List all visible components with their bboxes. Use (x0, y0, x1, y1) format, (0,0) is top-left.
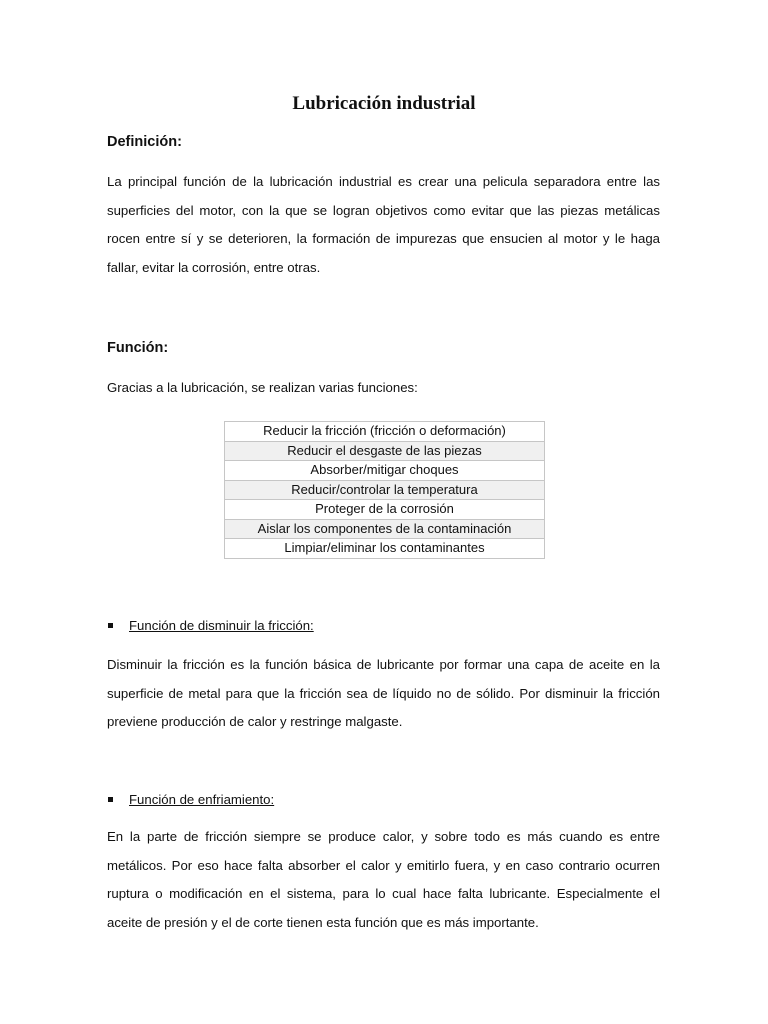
table-cell: Reducir el desgaste de las piezas (225, 441, 545, 461)
bullet-enfriamiento (108, 790, 274, 810)
table-row (225, 519, 545, 539)
bullet-enfriamiento-label: Función de enfriamiento: (129, 792, 275, 807)
table-cell: Reducir la fricción (fricción o deformación) (225, 422, 545, 442)
table-row (225, 441, 545, 461)
bullet-friccion-label: Función de disminuir la fricción: (129, 618, 314, 633)
paragraph-definicion: La principal función de la lubricación industrial es crear una pelicula separadora entre las superficies del motor, con la que se logran objetivos como evitar que las piezas metálicas rocen entre sí y se deterioren, la formación de impurezas que ensucien al motor y le haga fallar, evitar la corrosión, entre otras. (107, 174, 660, 275)
table-row (225, 500, 545, 520)
table-cell: Proteger de la corrosión (225, 500, 545, 520)
table-cell: Limpiar/eliminar los contaminantes (225, 539, 545, 559)
paragraph-funcion-intro: Gracias a la lubricación, se realizan varias funciones: (107, 380, 418, 395)
heading-funcion: Función: (107, 340, 169, 356)
square-bullet-icon (108, 797, 113, 802)
paragraph-enfriamiento: En la parte de fricción siempre se produce calor, y sobre todo es más cuando es entre metálicos. Por eso hace falta absorber el calor y emitirlo fuera, y en caso contrario ocurren ruptura o modificación en el sistema, para lo cual hace falta lubricante. Especialmente el aceite de presión y el de corte tienen esta función que es más importante. (107, 829, 660, 930)
table-cell: Reducir/controlar la temperatura (225, 480, 545, 500)
table-cell: Absorber/mitigar choques (225, 461, 545, 481)
table-row (225, 461, 545, 481)
table-row (225, 422, 545, 442)
heading-definicion: Definición: (107, 134, 182, 150)
bullet-friccion (108, 616, 314, 636)
paragraph-friccion: Disminuir la fricción es la función básica de lubricante por formar una capa de aceite en la superficie de metal para que la fricción sea de líquido no de sólido. Por disminuir la fricción previene producción de calor y restringe malgaste. (107, 657, 660, 730)
document-title: Lubricación industrial (292, 93, 476, 114)
table-row (225, 480, 545, 500)
table-row (225, 539, 545, 559)
functions-table (224, 421, 545, 559)
table-cell: Aislar los componentes de la contaminación (225, 519, 545, 539)
square-bullet-icon (108, 623, 113, 628)
